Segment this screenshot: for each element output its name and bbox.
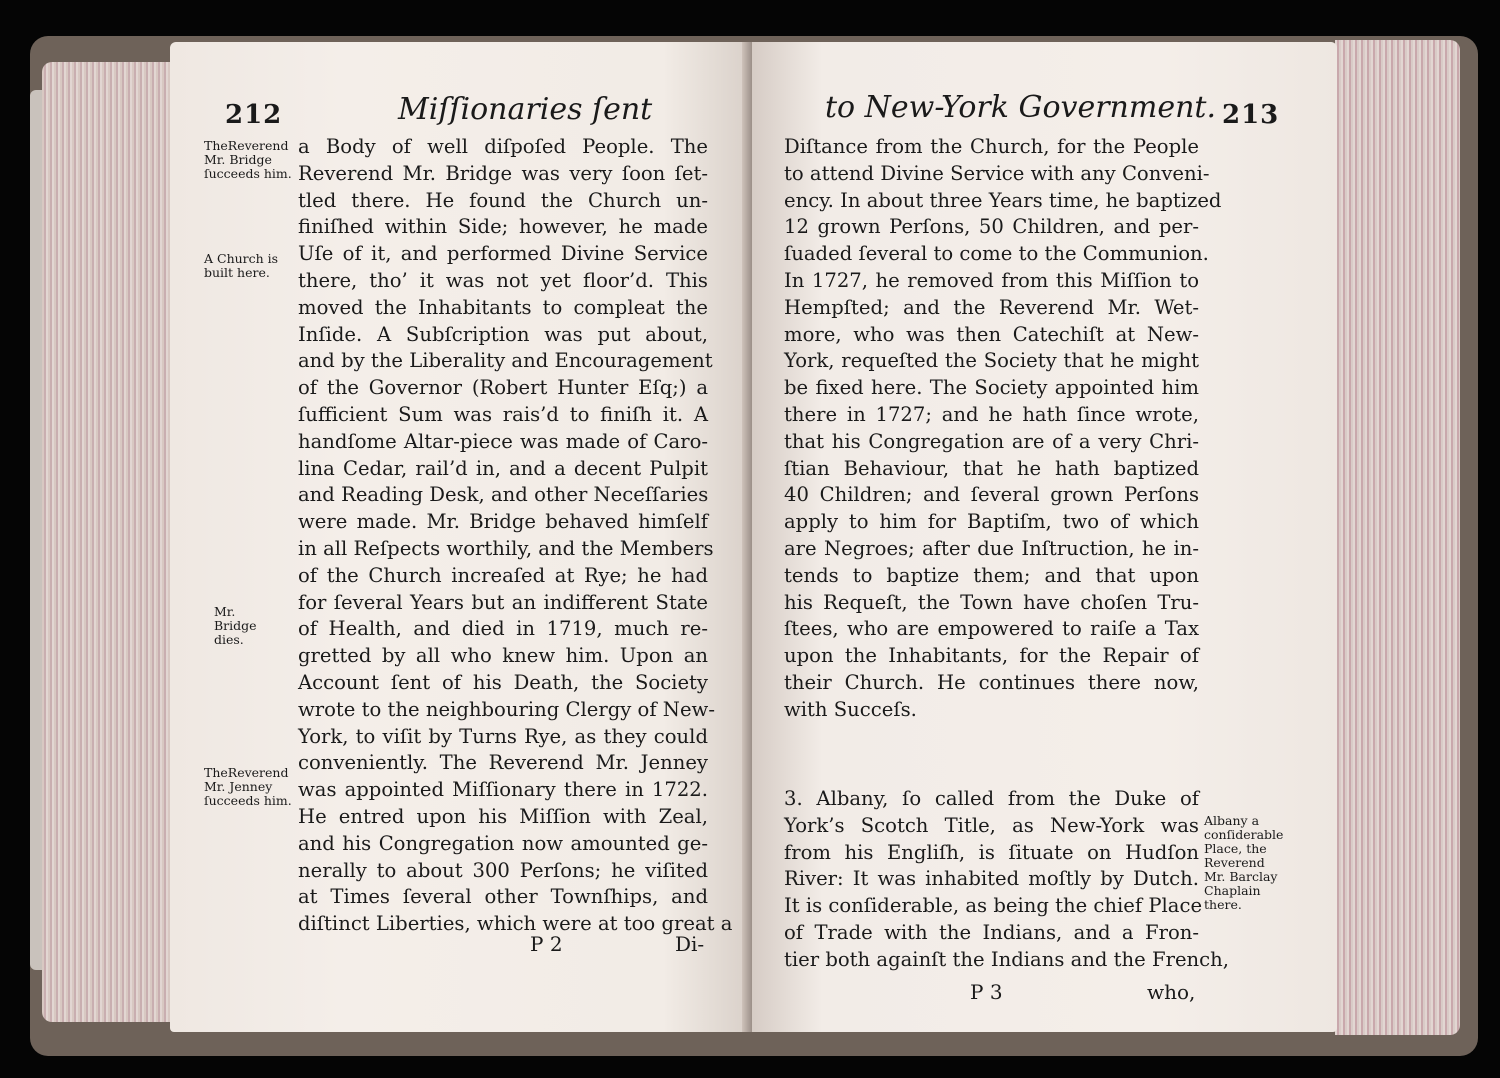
text-line: ſuaded ſeveral to come to the Communion.	[784, 242, 1209, 266]
text-line: tends to baptize them; and that upon	[784, 563, 1199, 587]
text-line: Diſtance from the Church, for the People	[784, 135, 1199, 158]
text-line: ſufficient Sum was rais’d to finiſh it. A	[298, 402, 708, 426]
margin-note: TheReverend Mr. Jenney ſucceeds him.	[204, 765, 292, 808]
text-line: his Requeſt, the Town have choſen Tru-	[784, 590, 1199, 614]
text-line: upon the Inhabitants, for the Repair of	[784, 644, 1199, 668]
text-line: finiſhed within Side; however, he made	[298, 215, 708, 239]
text-line: Account ſent of his Death, the Society	[298, 670, 708, 694]
signature-mark-right: P 3	[970, 980, 1003, 1004]
text-line: of Health, and died in 1719, much re-	[298, 617, 708, 641]
text-line: for ſeveral Years but an indifferent State	[298, 590, 708, 614]
text-line: lina Cedar, rail’d in, and a decent Pulpit	[298, 456, 708, 480]
text-line: in all Reſpects worthily, and the Members	[298, 536, 714, 560]
text-line: ſtian Behaviour, that he hath baptized	[784, 456, 1199, 480]
text-line: moved the Inhabitants to compleat the	[298, 295, 708, 319]
text-line: ſtees, who are empowered to raiſe a Tax	[784, 617, 1199, 641]
text-line: Inſide. A Subſcription was put about,	[298, 322, 708, 346]
signature-mark-left: P 2	[530, 932, 563, 956]
text-line: to attend Divine Service with any Conveni-	[784, 161, 1210, 185]
left-page	[170, 42, 750, 1032]
text-line: that his Congregation are of a very Chri-	[784, 429, 1199, 453]
text-line: of Trade with the Indians, and a Fron-	[784, 920, 1199, 944]
left-page-edges	[42, 62, 182, 1022]
text-line: Uſe of it, and performed Divine Service	[298, 242, 708, 266]
text-line: tier both againſt the Indians and the French,	[784, 947, 1229, 971]
text-line: were made. Mr. Bridge behaved himſelf	[298, 510, 708, 534]
text-line: Reverend Mr. Bridge was very ſoon ſet-	[298, 161, 708, 185]
text-line: River: It was inhabited moſtly by Dutch.	[784, 867, 1199, 891]
text-line: was appointed Miſſionary there in 1722.	[298, 778, 708, 802]
text-line: wrote to the neighbouring Clergy of New-	[298, 697, 715, 721]
page-number-left: 212	[225, 100, 283, 130]
text-line: 12 grown Perſons, 50 Children, and per-	[784, 215, 1199, 239]
left-body-text	[298, 134, 733, 938]
text-line: ency. In about three Years time, he baptized	[784, 188, 1222, 212]
text-line: and Reading Desk, and other Neceſſaries	[298, 483, 709, 507]
text-line: and his Congregation now amounted ge-	[298, 831, 708, 855]
right-body-text	[784, 134, 1222, 724]
margin-note: A Church is built here.	[204, 251, 279, 280]
text-line: 40 Children; and ſeveral grown Perſons	[784, 483, 1199, 507]
page-number-right: 213	[1222, 100, 1280, 130]
right-body-text-section-3	[784, 786, 1229, 974]
text-line: apply to him for Baptiſm, two of which	[784, 510, 1199, 534]
right-page	[752, 42, 1337, 1032]
text-line: more, who was then Catechiſt at New-	[784, 322, 1199, 346]
text-line: Hempſted; and the Reverend Mr. Wet-	[784, 295, 1199, 319]
text-line: from his Engliſh, is ſituate on Hudſon	[784, 840, 1199, 864]
catchword-left: Di-	[675, 932, 705, 956]
text-line: are Negroes; after due Inſtruction, he in-	[784, 536, 1199, 560]
text-line: York’s Scotch Title, as New-York was	[784, 813, 1199, 837]
margin-note: TheReverend Mr. Bridge ſucceeds him.	[204, 138, 292, 181]
text-line: of the Governor (Robert Hunter Eſq;) a	[298, 376, 708, 400]
margin-note: Mr. Bridge dies.	[214, 604, 257, 647]
text-line: be fixed here. The Society appointed him	[784, 376, 1199, 400]
text-line: with Succeſs.	[784, 697, 917, 721]
text-line: It is conſiderable, as being the chief Place	[784, 894, 1203, 918]
text-line: tled there. He found the Church un-	[298, 188, 708, 212]
text-line: there, tho’ it was not yet floor’d. This	[298, 268, 708, 292]
text-line: handſome Altar-piece was made of Caro-	[298, 429, 708, 453]
text-line: of the Church increaſed at Rye; he had	[298, 563, 708, 587]
text-line: diſtinct Liberties, which were at too great a	[298, 912, 733, 936]
text-line: conveniently. The Reverend Mr. Jenney	[298, 751, 708, 775]
text-line: at Times ſeveral other Townſhips, and	[298, 885, 708, 909]
text-line: a Body of well diſpoſed People. The	[298, 135, 708, 158]
text-line: 3. Albany, ſo called from the Duke of	[784, 787, 1199, 810]
text-line: In 1727, he removed from this Miſſion to	[784, 268, 1199, 292]
text-line: and by the Liberality and Encouragement	[298, 349, 713, 373]
text-line: their Church. He continues there now,	[784, 670, 1199, 694]
running-head-left: Miſſionaries ſent	[398, 92, 653, 127]
text-line: there in 1727; and he hath ſince wrote,	[784, 402, 1199, 426]
catchword-right: who,	[1147, 980, 1196, 1004]
margin-note: Albany a conſiderable Place, the Reverend Mr. Barclay Chaplain there.	[1204, 813, 1284, 912]
text-line: gretted by all who knew him. Upon an	[298, 644, 708, 668]
text-line: nerally to about 300 Perſons; he viſited	[298, 858, 708, 882]
running-head-right: to New-York Government.	[825, 90, 1216, 125]
text-line: York, requeſted the Society that he might	[784, 349, 1199, 373]
right-page-edges	[1335, 40, 1460, 1035]
text-line: York, to viſit by Turns Rye, as they could	[298, 724, 708, 748]
text-line: He entred upon his Miſſion with Zeal,	[298, 804, 708, 828]
